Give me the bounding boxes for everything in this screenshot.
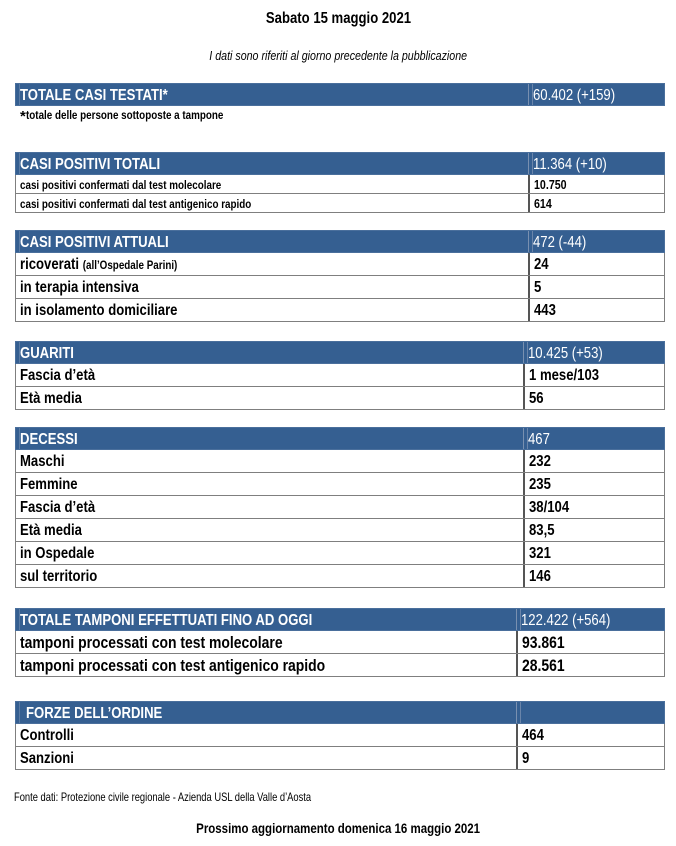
table-row: in Ospedale 321	[15, 542, 665, 565]
table-header	[15, 701, 665, 724]
section-value: 11.364 (+10)	[533, 156, 607, 173]
table-header	[15, 427, 665, 450]
table-row: casi positivi confermati dal test antigenico rapido 614	[15, 194, 665, 213]
section-value: 472 (-44)	[533, 234, 587, 251]
table-row: sul territorio 146	[15, 565, 665, 588]
report-subtitle: I dati sono riferiti al giorno precedente la pubblicazione	[209, 48, 467, 63]
table-row: in isolamento domiciliare 443	[15, 299, 665, 322]
table-row: Sanzioni 9	[15, 747, 665, 770]
section-value: 10.425 (+53)	[528, 345, 603, 362]
section-title: DECESSI	[20, 431, 78, 448]
section-title: GUARITI	[20, 345, 74, 362]
table-tamponi	[15, 608, 665, 677]
section-title: TOTALE TAMPONI EFFETTUATI FINO AD OGGI	[20, 612, 313, 629]
table-header	[15, 230, 665, 253]
report-date: Sabato 15 maggio 2021	[265, 10, 411, 27]
table-row: tamponi processati con test antigenico rapido 28.561	[15, 654, 665, 677]
table-row: casi positivi confermati dal test molecolare 10.750	[15, 175, 665, 194]
table-row: Controlli 464	[15, 724, 665, 747]
table-guariti	[15, 341, 665, 410]
table-header	[15, 83, 665, 106]
table-casi-testati	[15, 83, 665, 106]
next-update: Prossimo aggiornamento domenica 16 maggio 2021	[196, 820, 480, 836]
table-row: Età media 83,5	[15, 519, 665, 542]
table-positivi-totali	[15, 152, 665, 213]
section-title: TOTALE CASI TESTATI*	[20, 87, 168, 104]
table-header	[15, 608, 665, 631]
table-decessi	[15, 427, 665, 588]
section-title: FORZE DELL’ORDINE	[26, 705, 163, 722]
table-row: in terapia intensiva 5	[15, 276, 665, 299]
table-header	[15, 341, 665, 364]
data-source: Fonte dati: Protezione civile regionale - Azienda USL della Valle d’Aosta	[14, 790, 312, 804]
table-row: Fascia d’età 1 mese/103	[15, 364, 665, 387]
table-row: Fascia d’età 38/104	[15, 496, 665, 519]
section-value: 122.422 (+564)	[521, 612, 611, 629]
table-row: Età media 56	[15, 387, 665, 410]
section-title: CASI POSITIVI TOTALI	[20, 156, 161, 173]
section-value: 467	[528, 431, 550, 448]
section-value: 60.402 (+159)	[533, 87, 616, 104]
table-header	[15, 152, 665, 175]
table-row: Femmine 235	[15, 473, 665, 496]
table-forze-ordine	[15, 701, 665, 770]
table-positivi-attuali	[15, 230, 665, 322]
section-title: CASI POSITIVI ATTUALI	[20, 234, 169, 251]
table-row: tamponi processati con test molecolare 93.861	[15, 631, 665, 654]
table-row: ricoverati (all’Ospedale Parini) 24	[15, 253, 665, 276]
table-row: Maschi 232	[15, 450, 665, 473]
footnote: *totale delle persone sottoposte a tampone	[20, 108, 224, 125]
